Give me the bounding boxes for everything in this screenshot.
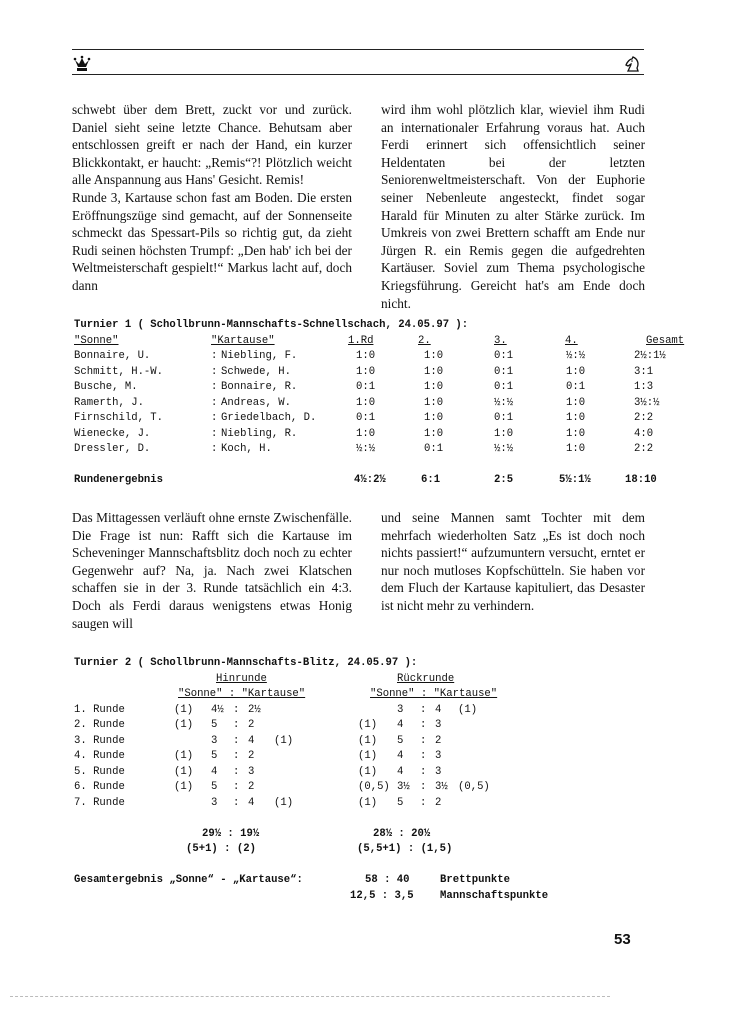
score-separator: :: [420, 734, 427, 747]
table-cell: (1): [174, 719, 194, 731]
paragraph: wird ihm wohl plötzlich klar, wieviel ihm Rudi an internationaler Erfahrung voraus hat. Auch Ferdi erinnert sich offensichtlich seiner Heldentaten bei der letzten Seniorenweltmeisterschaft. Von der Euphorie seiner Nebenleute angesteckt, findet sogar Harald für Minuten zu alter Stärke zurück. Im Umkreis von zwei Brettern schafft am Ende nur Jürgen R. ein Remis gegen die aufgedrehten Kartäuser. Soviel zum Thema psychologische Kriegsführung. Gereicht hat's am Ende doch nicht.: [381, 102, 645, 311]
table-cell: :: [211, 443, 218, 455]
table-cell: ½:½: [494, 396, 514, 409]
table-cell: (0,5): [458, 781, 490, 793]
table-row: [74, 796, 646, 812]
table-row: [74, 396, 660, 412]
table-cell: 1:0: [566, 396, 586, 409]
table-cell: 0:1: [356, 381, 376, 393]
table-row: [74, 365, 654, 381]
table-cell: 2:2: [634, 412, 654, 424]
table-cell: 4: [397, 750, 404, 762]
table-cell: :: [211, 350, 218, 362]
table-cell: 0:1: [356, 412, 376, 424]
header-rule-bottom: [72, 74, 644, 75]
table-cell: 3½:½: [634, 396, 660, 409]
table-row: [74, 749, 646, 765]
table-cell: :: [211, 396, 218, 409]
table-cell: (1): [358, 765, 378, 778]
table-cell: (1): [358, 796, 378, 809]
table-cell: 1:0: [356, 365, 376, 378]
table-cell: :: [211, 427, 218, 440]
score-separator: :: [420, 750, 427, 762]
hin-points: (5+1) : (2): [186, 843, 256, 855]
table-cell: :: [211, 365, 218, 378]
table-cell: 1:0: [424, 412, 444, 424]
table-cell: 2½:1½: [634, 350, 666, 362]
table-cell: 2½: [248, 703, 261, 716]
table-cell: 1:0: [566, 365, 586, 378]
table-cell: 5: [397, 796, 404, 809]
turnier1-title: Turnier 1 ( Schollbrunn-Mannschafts-Schnellschach, 24.05.97 ):: [74, 319, 469, 331]
table-cell: :: [211, 381, 218, 393]
score-separator: :: [233, 765, 240, 778]
table-cell: 1:0: [566, 443, 586, 455]
table-cell: 3:1: [634, 365, 654, 378]
table-cell: 1:0: [356, 350, 376, 362]
table-cell: 5: [397, 734, 404, 747]
table-cell: Griedelbach, D.: [221, 412, 317, 424]
table-cell: 4: [397, 765, 404, 778]
table-row: [74, 427, 654, 443]
result-label: Rundenergebnis: [74, 474, 164, 486]
table-row: [74, 765, 646, 781]
table-row: [74, 703, 646, 719]
table-row: [74, 411, 654, 427]
table-cell: 4½: [211, 703, 224, 716]
hin-team-header: "Sonne" : "Kartause": [178, 688, 306, 700]
header-kartause: "Kartause": [211, 334, 275, 347]
score-separator: :: [233, 796, 240, 809]
table-cell: 2: [248, 781, 255, 793]
header-sonne: "Sonne": [74, 334, 119, 347]
knight-icon: [624, 55, 642, 73]
table-cell: ½:½: [356, 443, 376, 455]
score-separator: :: [233, 734, 240, 747]
table-cell: 1:0: [424, 350, 444, 362]
table-cell: 5. Runde: [74, 765, 125, 778]
table-cell: Niebling, R.: [221, 427, 298, 440]
table-cell: Andreas, W.: [221, 396, 291, 409]
table-row: [74, 442, 654, 458]
mann-label: Mannschaftspunkte: [440, 889, 549, 902]
result-rd3: 2:5: [494, 474, 514, 486]
table-cell: 3: [248, 765, 255, 778]
table-cell: 6. Runde: [74, 781, 125, 793]
paragraph: schwebt über dem Brett, zuckt vor und zurück. Daniel sieht seine letzte Chance. Behutsam aber entschlossen greift er nach der Hand, ein kurzer Blickkontakt, er haucht: „Remis“?! Plötzlich weicht alle Anspannung aus Hans' Gesicht. Remis!: [72, 102, 352, 188]
table-cell: 4: [248, 734, 255, 747]
table-cell: 1:0: [424, 381, 444, 393]
table-cell: Koch, H.: [221, 443, 272, 455]
table-row: [74, 718, 646, 734]
table-cell: 4. Runde: [74, 750, 125, 762]
table-cell: (1): [274, 796, 294, 809]
table-row: [74, 349, 666, 365]
table-cell: 2: [435, 796, 442, 809]
table-cell: 2:2: [634, 443, 654, 455]
turnier1-result-row: [74, 473, 657, 489]
table-cell: (1): [174, 781, 194, 793]
table-cell: 1:0: [356, 396, 376, 409]
hin-total: 29½ : 19½: [202, 827, 260, 840]
table-cell: 4: [248, 796, 255, 809]
rueckrunde-label: Rückrunde: [397, 672, 455, 685]
table-cell: 4:0: [634, 427, 654, 440]
table-cell: 0:1: [424, 443, 444, 455]
table-cell: Niebling, F.: [221, 350, 298, 362]
table-cell: 4: [397, 719, 404, 731]
table-cell: 5: [211, 750, 218, 762]
table-cell: 3: [435, 765, 442, 778]
mid-left-column: [72, 509, 352, 632]
table-cell: 1:0: [566, 427, 586, 440]
turnier1-table: [74, 318, 685, 489]
table-cell: Bonnaire, R.: [221, 381, 298, 393]
table-cell: Wienecke, J.: [74, 427, 151, 440]
table-cell: 1. Runde: [74, 703, 125, 716]
score-separator: :: [420, 719, 427, 731]
gesamt-label: Gesamtergebnis „Sonne“ - „Kartause“:: [74, 874, 303, 886]
result-gesamt: 18:10: [625, 474, 657, 486]
table-row: [74, 780, 646, 796]
page-number: 53: [614, 931, 631, 948]
table-cell: ½:½: [566, 350, 586, 362]
table-cell: 5: [211, 781, 218, 793]
table-cell: 3: [211, 734, 218, 747]
table-cell: 3: [435, 750, 442, 762]
top-right-column: [381, 101, 645, 312]
rueck-points: (5,5+1) : (1,5): [357, 843, 453, 855]
header-rd2: 2.: [418, 334, 431, 347]
result-rd4: 5½:1½: [559, 474, 591, 486]
paragraph: Runde 3, Kartause schon fast am Boden. Die ersten Eröffnungszüge sind gemacht, auf der Sonnenseite schmeckt das Spessart-Pils so richtig gut, da zieht Rudi seinen höchsten Trumpf: „Den hab' ich bei der Weltmeisterschaft gespielt!“ Markus lacht auf, doch dann: [72, 189, 352, 293]
table-cell: 5: [211, 719, 218, 731]
table-cell: 2: [248, 750, 255, 762]
table-cell: 3: [211, 796, 218, 809]
table-cell: 3: [435, 719, 442, 731]
table-cell: 0:1: [494, 412, 514, 424]
table-cell: Dressler, D.: [74, 443, 151, 455]
table-cell: (1): [174, 750, 194, 762]
table-cell: 7. Runde: [74, 796, 125, 809]
table-cell: (1): [174, 703, 194, 716]
table-cell: ½:½: [494, 443, 514, 455]
table-cell: 2. Runde: [74, 719, 125, 731]
score-separator: :: [233, 703, 240, 716]
table-cell: 1:3: [634, 381, 654, 393]
table-cell: 1:0: [424, 365, 444, 378]
table-row: [74, 734, 646, 750]
table-cell: 1:0: [356, 427, 376, 440]
table-cell: 1:0: [424, 396, 444, 409]
result-rd2: 6:1: [421, 474, 441, 486]
header-rd3: 3.: [494, 334, 507, 347]
rueck-team-header: "Sonne" : "Kartause": [370, 688, 498, 700]
table-cell: 2: [248, 719, 255, 731]
brett-value: 58 : 40: [365, 874, 410, 886]
table-cell: (1): [358, 719, 378, 731]
result-rd1: 4½:2½: [354, 474, 386, 486]
table-cell: 0:1: [494, 350, 514, 362]
table-cell: Schmitt, H.-W.: [74, 365, 164, 378]
turnier2-table: [74, 656, 646, 904]
header-rule-top: [72, 49, 644, 50]
table-cell: 3. Runde: [74, 734, 125, 747]
table-cell: 3: [397, 703, 404, 716]
header-rd4: 4.: [565, 334, 578, 347]
table-cell: Firnschild, T.: [74, 412, 164, 424]
footer-scan-line: [10, 996, 610, 997]
score-separator: :: [233, 750, 240, 762]
table-row: [74, 380, 654, 396]
paragraph: und seine Mannen samt Tochter mit dem mehrfach wiederholten Satz „Es ist doch noch nichts passiert!“ aufzumuntern versucht, erntet er nur noch mutloses Kopfschütteln. Sie haben vor dem Fluch der Kartause kapituliert, das Desaster ist nicht mehr zu verhindern.: [381, 510, 645, 613]
score-separator: :: [233, 781, 240, 793]
table-cell: (1): [274, 734, 294, 747]
table-cell: (1): [458, 703, 478, 716]
score-separator: :: [233, 719, 240, 731]
mann-value: 12,5 : 3,5: [350, 889, 414, 902]
score-separator: :: [420, 796, 427, 809]
table-cell: (1): [358, 750, 378, 762]
hinrunde-label: Hinrunde: [216, 672, 267, 685]
score-separator: :: [420, 703, 427, 716]
table-cell: :: [211, 412, 218, 424]
table-cell: 0:1: [494, 365, 514, 378]
paragraph: Das Mittagessen verläuft ohne ernste Zwischenfälle. Die Frage ist nun: Rafft sich die Kartause im Scheveninger Mannschaftsblitz doch noch zu echter Gegenwehr auf? Na, ja. Nach zwei Klatschen schaffen sie in der 3. Runde tatsächlich ein 4:3. Doch als Ferdi daraus wenigstens etwas Honig saugen will: [72, 510, 352, 631]
table-cell: Bonnaire, U.: [74, 350, 151, 362]
score-separator: :: [420, 765, 427, 778]
turnier2-title: Turnier 2 ( Schollbrunn-Mannschafts-Blitz, 24.05.97 ):: [74, 657, 418, 669]
table-cell: 3½: [435, 781, 448, 793]
table-cell: 1:0: [424, 427, 444, 440]
table-cell: 3½: [397, 781, 410, 793]
score-separator: :: [420, 781, 427, 793]
turnier1-header-row: [74, 334, 685, 350]
table-cell: (1): [358, 734, 378, 747]
table-cell: 0:1: [494, 381, 514, 393]
table-cell: (1): [174, 765, 194, 778]
table-cell: (0,5): [358, 781, 390, 793]
table-cell: 1:0: [566, 412, 586, 424]
header-rd1: 1.Rd: [348, 334, 374, 347]
mid-right-column: [381, 509, 645, 615]
table-cell: 4: [211, 765, 218, 778]
header-gesamt: Gesamt: [646, 334, 685, 347]
crown-icon: [73, 55, 91, 73]
table-cell: Ramerth, J.: [74, 396, 144, 409]
table-cell: 0:1: [566, 381, 586, 393]
table-cell: 1:0: [494, 427, 514, 440]
table-cell: Schwede, H.: [221, 365, 291, 378]
table-cell: Busche, M.: [74, 381, 138, 393]
rueck-total: 28½ : 20½: [373, 827, 431, 840]
table-cell: 2: [435, 734, 442, 747]
top-left-column: [72, 101, 352, 295]
brett-label: Brettpunkte: [440, 874, 510, 886]
table-cell: 4: [435, 703, 442, 716]
